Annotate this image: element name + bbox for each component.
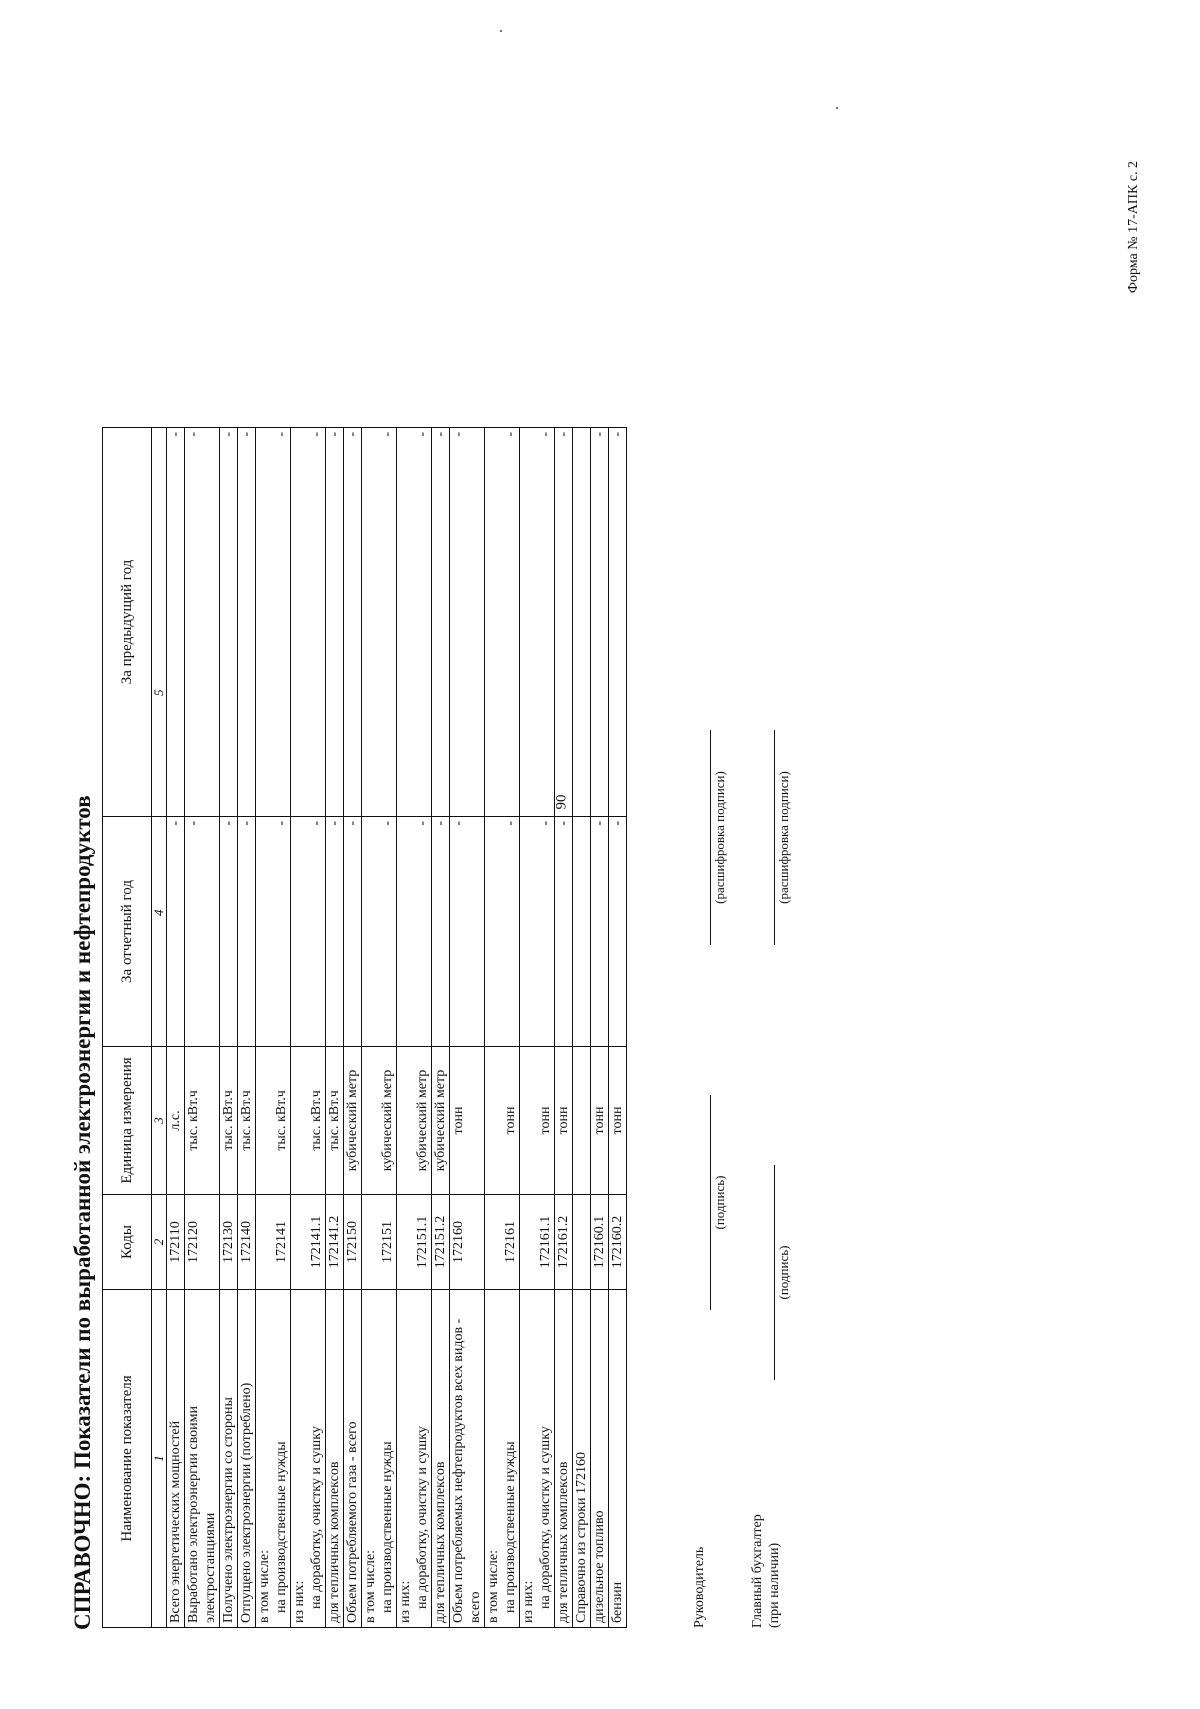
table-row [591,428,609,1628]
value-reporting-year: - [167,817,185,1047]
value-reporting-year: - [362,817,397,1047]
indicator-prefix: в том числе: [486,1550,501,1623]
table-row [555,428,573,1628]
accountant-note: (при наличии) [767,1542,782,1628]
indicator-code: 172160 [450,1195,485,1290]
indicator-unit: тыс. кВт.ч [220,1047,238,1195]
indicator-name-cell [520,1290,555,1628]
column-number-row [152,428,167,1628]
indicator-prefix: из них: [292,1580,307,1623]
value-previous-year: - [450,428,485,817]
value-reporting-year: - [238,817,256,1047]
indicator-name: Объем потребляемого газа - всего [344,1290,362,1628]
column-number: 3 [152,1047,167,1195]
indicator-name: Всего энергетических мощностей [167,1290,185,1628]
indicator-unit: тонн [609,1047,627,1195]
indicator-unit [573,1047,591,1195]
indicator-name: Объем потребляемых нефтепродуктов всех видов - всего [450,1290,485,1628]
indicator-name: на производственные нужды [380,1441,395,1613]
indicator-name: на доработку, очистку и сушку [309,1426,324,1609]
indicator-unit: тыс. кВт.ч [326,1047,344,1195]
table-row [432,428,450,1628]
manager-signature-caption: (подпись) [712,1175,727,1230]
manager-signature-line [710,1095,711,1310]
value-reporting-year: - [555,817,573,1047]
value-previous-year: - [291,428,326,817]
indicator-prefix: в том числе: [257,1550,272,1623]
value-reporting-year: - [485,817,520,1047]
title-text: Показатели по выработанной электроэнергии и нефтепродуктов [70,795,95,1475]
value-previous-year: - [362,428,397,817]
indicator-code [573,1195,591,1290]
indicator-code: 172151.2 [432,1195,450,1290]
indicator-prefix: из них: [398,1580,413,1623]
accountant-decoding-caption: (расшифровка подписи) [776,771,791,904]
scan-speck [836,107,838,109]
indicator-name: на производственные нужды [503,1441,518,1613]
indicator-name-cell [485,1290,520,1628]
table-row [397,428,432,1628]
indicator-code: 172141 [256,1195,291,1290]
column-number: 1 [152,1290,167,1628]
manager-decoding-line [710,730,711,945]
table-row [256,428,291,1628]
manager-label: Руководитель [692,1546,707,1628]
indicator-unit: кубический метр [344,1047,362,1195]
title-prefix: СПРАВОЧНО: [70,1474,95,1630]
header-reporting-year: За отчетный год [103,817,152,1047]
table-row [362,428,397,1628]
indicator-code: 172161 [485,1195,520,1290]
indicator-code: 172130 [220,1195,238,1290]
table-row [291,428,326,1628]
indicator-name: Справочно из строки 172160 [573,1290,591,1628]
indicator-unit: тонн [450,1047,485,1195]
value-reporting-year: - [291,817,326,1047]
indicator-name: Получено электроэнергии со стороны [220,1290,238,1628]
indicator-name: для тепличных комплексов [326,1290,344,1628]
value-reporting-year: - [591,817,609,1047]
scan-speck [500,30,502,32]
value-reporting-year: - [609,817,627,1047]
indicator-name: на производственные нужды [274,1441,289,1613]
table-row [573,428,591,1628]
header-previous-year: За предыдущий год [103,428,152,817]
indicator-name: для тепличных комплексов [432,1290,450,1628]
indicator-code: 172151 [362,1195,397,1290]
value-reporting-year: - [256,817,291,1047]
indicator-name: дизельное топливо [591,1290,609,1628]
indicator-code: 172160.1 [591,1195,609,1290]
indicator-code: 172120 [185,1195,220,1290]
table-row [220,428,238,1628]
indicator-name: на доработку, очистку и сушку [415,1426,430,1609]
indicator-code: 172161.1 [520,1195,555,1290]
value-reporting-year: - [220,817,238,1047]
value-previous-year: - [397,428,432,817]
page-title [70,795,96,1630]
table-row [167,428,185,1628]
table-row [450,428,485,1628]
accountant-signature-line [774,1165,775,1380]
indicator-code: 172150 [344,1195,362,1290]
indicator-unit: кубический метр [362,1047,397,1195]
value-previous-year [573,428,591,817]
indicator-name: Выработано электроэнергии своими электростанциями [185,1290,220,1628]
header-row [103,428,152,1628]
indicator-code: 172141.2 [326,1195,344,1290]
table-row [485,428,520,1628]
landscape-content [70,380,810,1650]
value-previous-year: - [344,428,362,817]
header-codes: Коды [103,1195,152,1290]
value-previous-year: - [326,428,344,817]
value-reporting-year: - [432,817,450,1047]
indicator-code: 172161.2 [555,1195,573,1290]
value-reporting-year: - [450,817,485,1047]
column-number: 5 [152,428,167,817]
accountant-decoding-line [774,730,775,945]
indicator-name: бензин [609,1290,627,1628]
indicator-code: 172140 [238,1195,256,1290]
indicator-code: 172141.1 [291,1195,326,1290]
column-number: 4 [152,817,167,1047]
form-reference: Форма № 17-АПК с. 2 [1126,160,1141,294]
accountant-signature-caption: (подпись) [776,1245,791,1300]
header-indicator-name: Наименование показателя [103,1290,152,1628]
value-previous-year: - [432,428,450,817]
value-previous-year: - [591,428,609,817]
table-row [326,428,344,1628]
value-previous-year: - [185,428,220,817]
indicator-unit: тонн [555,1047,573,1195]
indicator-unit: тыс. кВт.ч [256,1047,291,1195]
value-previous-year: - [256,428,291,817]
value-reporting-year: - [397,817,432,1047]
accountant-label: Главный бухгалтер [750,1514,765,1628]
indicator-unit: тыс. кВт.ч [185,1047,220,1195]
column-number: 2 [152,1195,167,1290]
indicator-prefix: в том числе: [363,1550,378,1623]
indicator-name: на доработку, очистку и сушку [538,1426,553,1609]
value-previous-year: - [167,428,185,817]
table-row [609,428,627,1628]
indicator-unit: тонн [520,1047,555,1195]
value-reporting-year [573,817,591,1047]
indicator-name-cell [291,1290,326,1628]
indicator-unit: тонн [591,1047,609,1195]
value-previous-year: - [555,428,573,817]
page-number: 90 [553,794,570,810]
value-previous-year: - [220,428,238,817]
indicator-unit: тонн [485,1047,520,1195]
table-row [520,428,555,1628]
table-row [344,428,362,1628]
value-reporting-year: - [326,817,344,1047]
header-unit: Единица измерения [103,1047,152,1195]
indicator-name-cell [256,1290,291,1628]
value-previous-year: - [609,428,627,817]
value-previous-year: - [238,428,256,817]
indicator-name: Отпущено электроэнергии (потреблено) [238,1290,256,1628]
indicator-code: 172160.2 [609,1195,627,1290]
indicator-code: 172110 [167,1195,185,1290]
value-reporting-year: - [185,817,220,1047]
table-row [238,428,256,1628]
indicator-unit: тыс. кВт.ч [291,1047,326,1195]
value-reporting-year: - [520,817,555,1047]
manager-decoding-caption: (расшифровка подписи) [712,771,727,904]
indicator-unit: тыс. кВт.ч [238,1047,256,1195]
indicator-name: для тепличных комплексов [555,1290,573,1628]
indicator-unit: кубический метр [432,1047,450,1195]
indicator-name-cell [397,1290,432,1628]
indicator-code: 172151.1 [397,1195,432,1290]
indicator-prefix: из них: [521,1580,536,1623]
indicator-unit: л.с. [167,1047,185,1195]
indicators-table [102,427,627,1628]
value-previous-year: - [485,428,520,817]
value-reporting-year: - [344,817,362,1047]
table-row [185,428,220,1628]
value-previous-year: - [520,428,555,817]
indicator-unit: кубический метр [397,1047,432,1195]
indicator-name-cell [362,1290,397,1628]
